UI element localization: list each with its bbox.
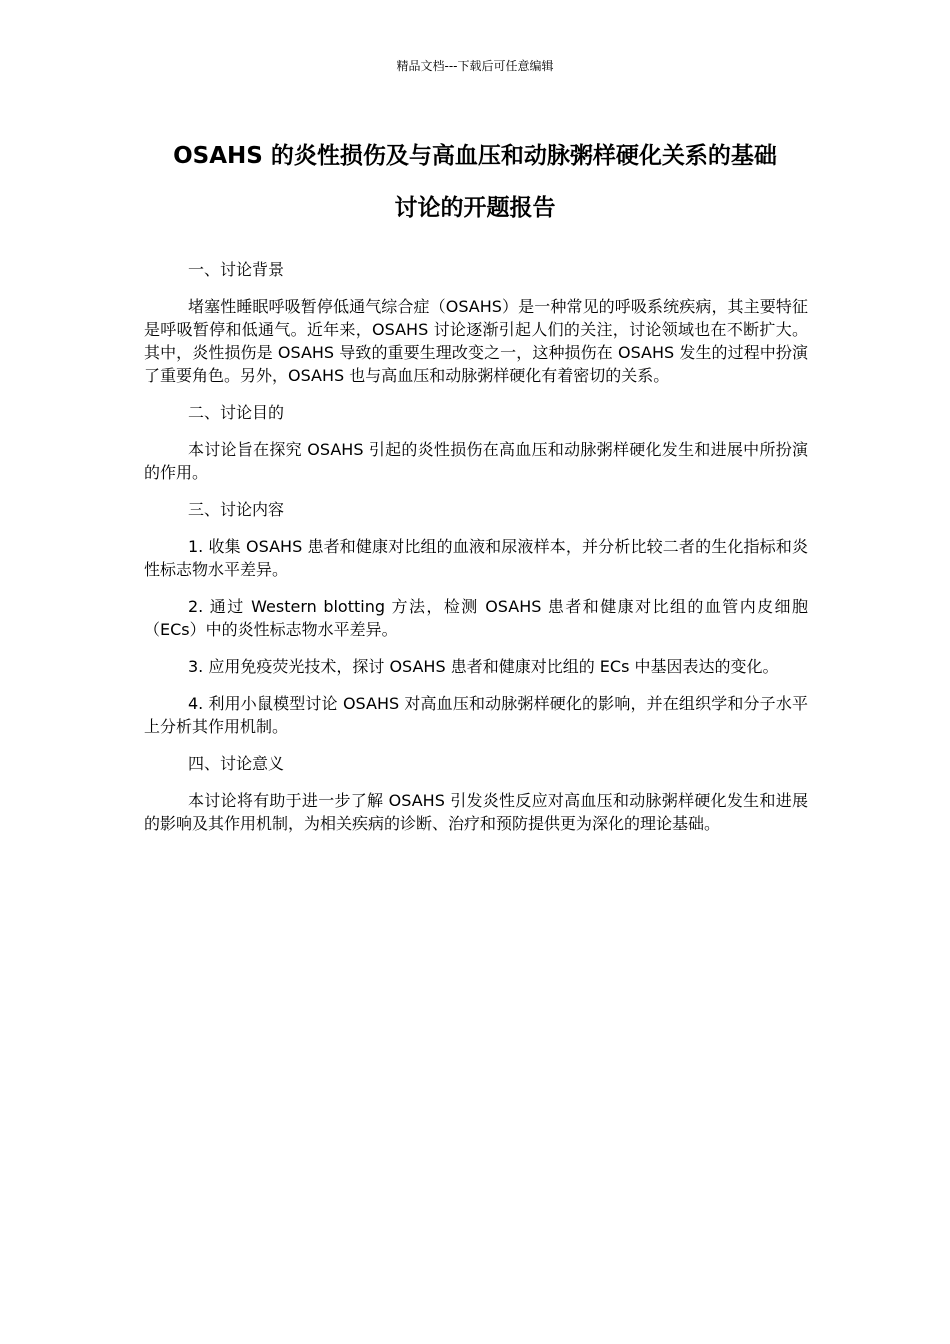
header-note: 精品文档---下载后可任意编辑 <box>396 59 554 73</box>
section-heading-content: 三、讨论内容 <box>188 500 285 519</box>
background-paragraph: 堵塞性睡眠呼吸暂停低通气综合症（OSAHS）是一种常见的呼吸系统疾病，其主要特征是呼吸暂停和低通气。近年来，OSAHS 讨论逐渐引起人们的关注，讨论领域也在不断扩大。其中，炎性损伤是 OSAHS 导致的重要生理改变之一，这种损伤在 OSAHS 发生的过程中扮演了重要角色。另外，OSAHS 也与高血压和动脉粥样硬化有着密切的关系。 <box>144 297 808 385</box>
section-heading-background: 一、讨论背景 <box>188 260 285 279</box>
content-item-2: 2. 通过 Western blotting 方法，检测 OSAHS 患者和健康对比组的血管内皮细胞（ECs）中的炎性标志物水平差异。 <box>144 597 808 639</box>
significance-paragraph: 本讨论将有助于进一步了解 OSAHS 引发炎性反应对高血压和动脉粥样硬化发生和进展的影响及其作用机制，为相关疾病的诊断、治疗和预防提供更为深化的理论基础。 <box>144 791 808 833</box>
document-title <box>130 130 820 234</box>
section-heading-significance: 四、讨论意义 <box>188 754 285 773</box>
content-item-1: 1. 收集 OSAHS 患者和健康对比组的血液和尿液样本，并分析比较二者的生化指标和炎性标志物水平差异。 <box>144 537 808 579</box>
document-title-line-1: OSAHS 的炎性损伤及与高血压和动脉粥样硬化关系的基础 <box>173 143 777 169</box>
section-heading-purpose: 二、讨论目的 <box>188 403 285 422</box>
document-body <box>144 258 808 849</box>
purpose-paragraph: 本讨论旨在探究 OSAHS 引起的炎性损伤在高血压和动脉粥样硬化发生和进展中所扮演的作用。 <box>144 440 808 482</box>
content-item-4: 4. 利用小鼠模型讨论 OSAHS 对高血压和动脉粥样硬化的影响，并在组织学和分子水平上分析其作用机制。 <box>144 694 808 736</box>
content-item-3: 3. 应用免疫荧光技术，探讨 OSAHS 患者和健康对比组的 ECs 中基因表达的变化。 <box>188 657 779 676</box>
document-title-line-2: 讨论的开题报告 <box>394 195 556 221</box>
